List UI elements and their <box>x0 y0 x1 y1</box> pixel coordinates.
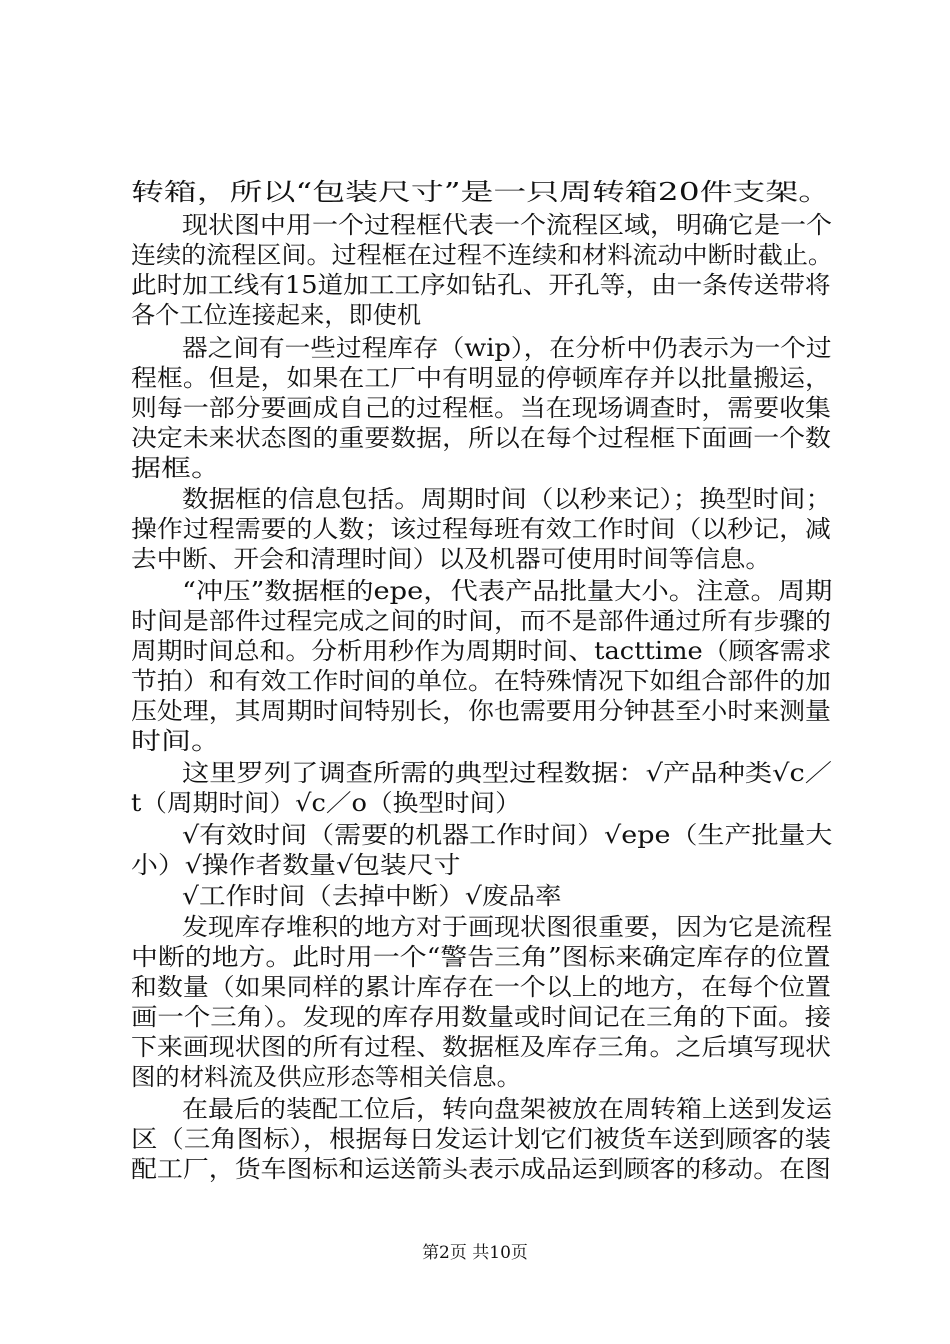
text-line: 时间。 <box>131 727 221 755</box>
text-line: 压处理，其周期时间特别长，你也需要用分钟甚至小时来测量 <box>131 697 831 725</box>
text-line: 图的材料流及供应形态等相关信息。 <box>131 1063 521 1091</box>
page-number: 第2页 共10页 <box>422 1243 528 1263</box>
text-line: 程框。但是，如果在工厂中有明显的停顿库存并以批量搬运， <box>131 364 831 392</box>
text-line: t（周期时间）√c／o（换型时间） <box>131 789 521 817</box>
text-line: 则每一部分要画成自己的过程框。当在现场调查时，需要收集 <box>131 394 831 422</box>
text-line: 据框。 <box>131 454 221 482</box>
text-line: 操作过程需要的人数；该过程每班有效工作时间（以秒记，减 <box>131 515 831 543</box>
text-line: 数据框的信息包括。周期时间（以秒来记）；换型时间； <box>182 485 832 513</box>
text-line: 去中断、开会和清理时间）以及机器可使用时间等信息。 <box>131 545 772 573</box>
text-line: 现状图中用一个过程框代表一个流程区域，明确它是一个 <box>182 211 832 239</box>
text-line: 时间是部件过程完成之间的时间，而不是部件通过所有步骤的 <box>131 607 831 635</box>
text-line: 器之间有一些过程库存（wip），在分析中仍表示为一个过 <box>182 334 832 362</box>
text-line: 配工厂，货车图标和运送箭头表示成品运到顾客的移动。在图 <box>131 1155 831 1183</box>
text-line: 各个工位连接起来，即使机 <box>131 301 421 329</box>
text-line: 小）√操作者数量√包装尺寸 <box>131 851 461 879</box>
text-line: 转箱，所以“包装尺寸”是一只周转箱20件支架。 <box>131 178 832 206</box>
text-line: 连续的流程区间。过程框在过程不连续和材料流动中断时截止。 <box>131 241 833 269</box>
text-line: 中断的地方。此时用一个“警告三角”图标来确定库存的位置 <box>131 943 831 971</box>
text-line: 决定未来状态图的重要数据，所以在每个过程框下面画一个数 <box>131 424 831 452</box>
text-line: 发现库存堆积的地方对于画现状图很重要，因为它是流程 <box>182 913 832 941</box>
text-line: 在最后的装配工位后，转向盘架被放在周转箱上送到发运 <box>182 1095 832 1123</box>
text-line: 画一个三角）。发现的库存用数量或时间记在三角的下面。接 <box>131 1003 831 1031</box>
text-line: 周期时间总和。分析用秒作为周期时间、tacttime（顾客需求 <box>131 637 832 665</box>
text-line: 和数量（如果同样的累计库存在一个以上的地方，在每个位置 <box>131 973 831 1001</box>
text-line: 区（三角图标），根据每日发运计划它们被货车送到顾客的装 <box>131 1125 831 1153</box>
text-line: 节拍）和有效工作时间的单位。在特殊情况下如组合部件的加 <box>131 667 831 695</box>
text-line: √工作时间（去掉中断）√废品率 <box>182 882 562 910</box>
text-line: 这里罗列了调查所需的典型过程数据：√产品种类√c／ <box>182 759 833 787</box>
text-line: “冲压”数据框的epe，代表产品批量大小。注意。周期 <box>182 577 833 605</box>
text-line: 下来画现状图的所有过程、数据框及库存三角。之后填写现状 <box>131 1033 831 1061</box>
text-line: 此时加工线有15道加工工序如钻孔、开孔等，由一条传送带将 <box>131 271 831 299</box>
text-line: √有效时间（需要的机器工作时间）√epe（生产批量大 <box>182 821 833 849</box>
